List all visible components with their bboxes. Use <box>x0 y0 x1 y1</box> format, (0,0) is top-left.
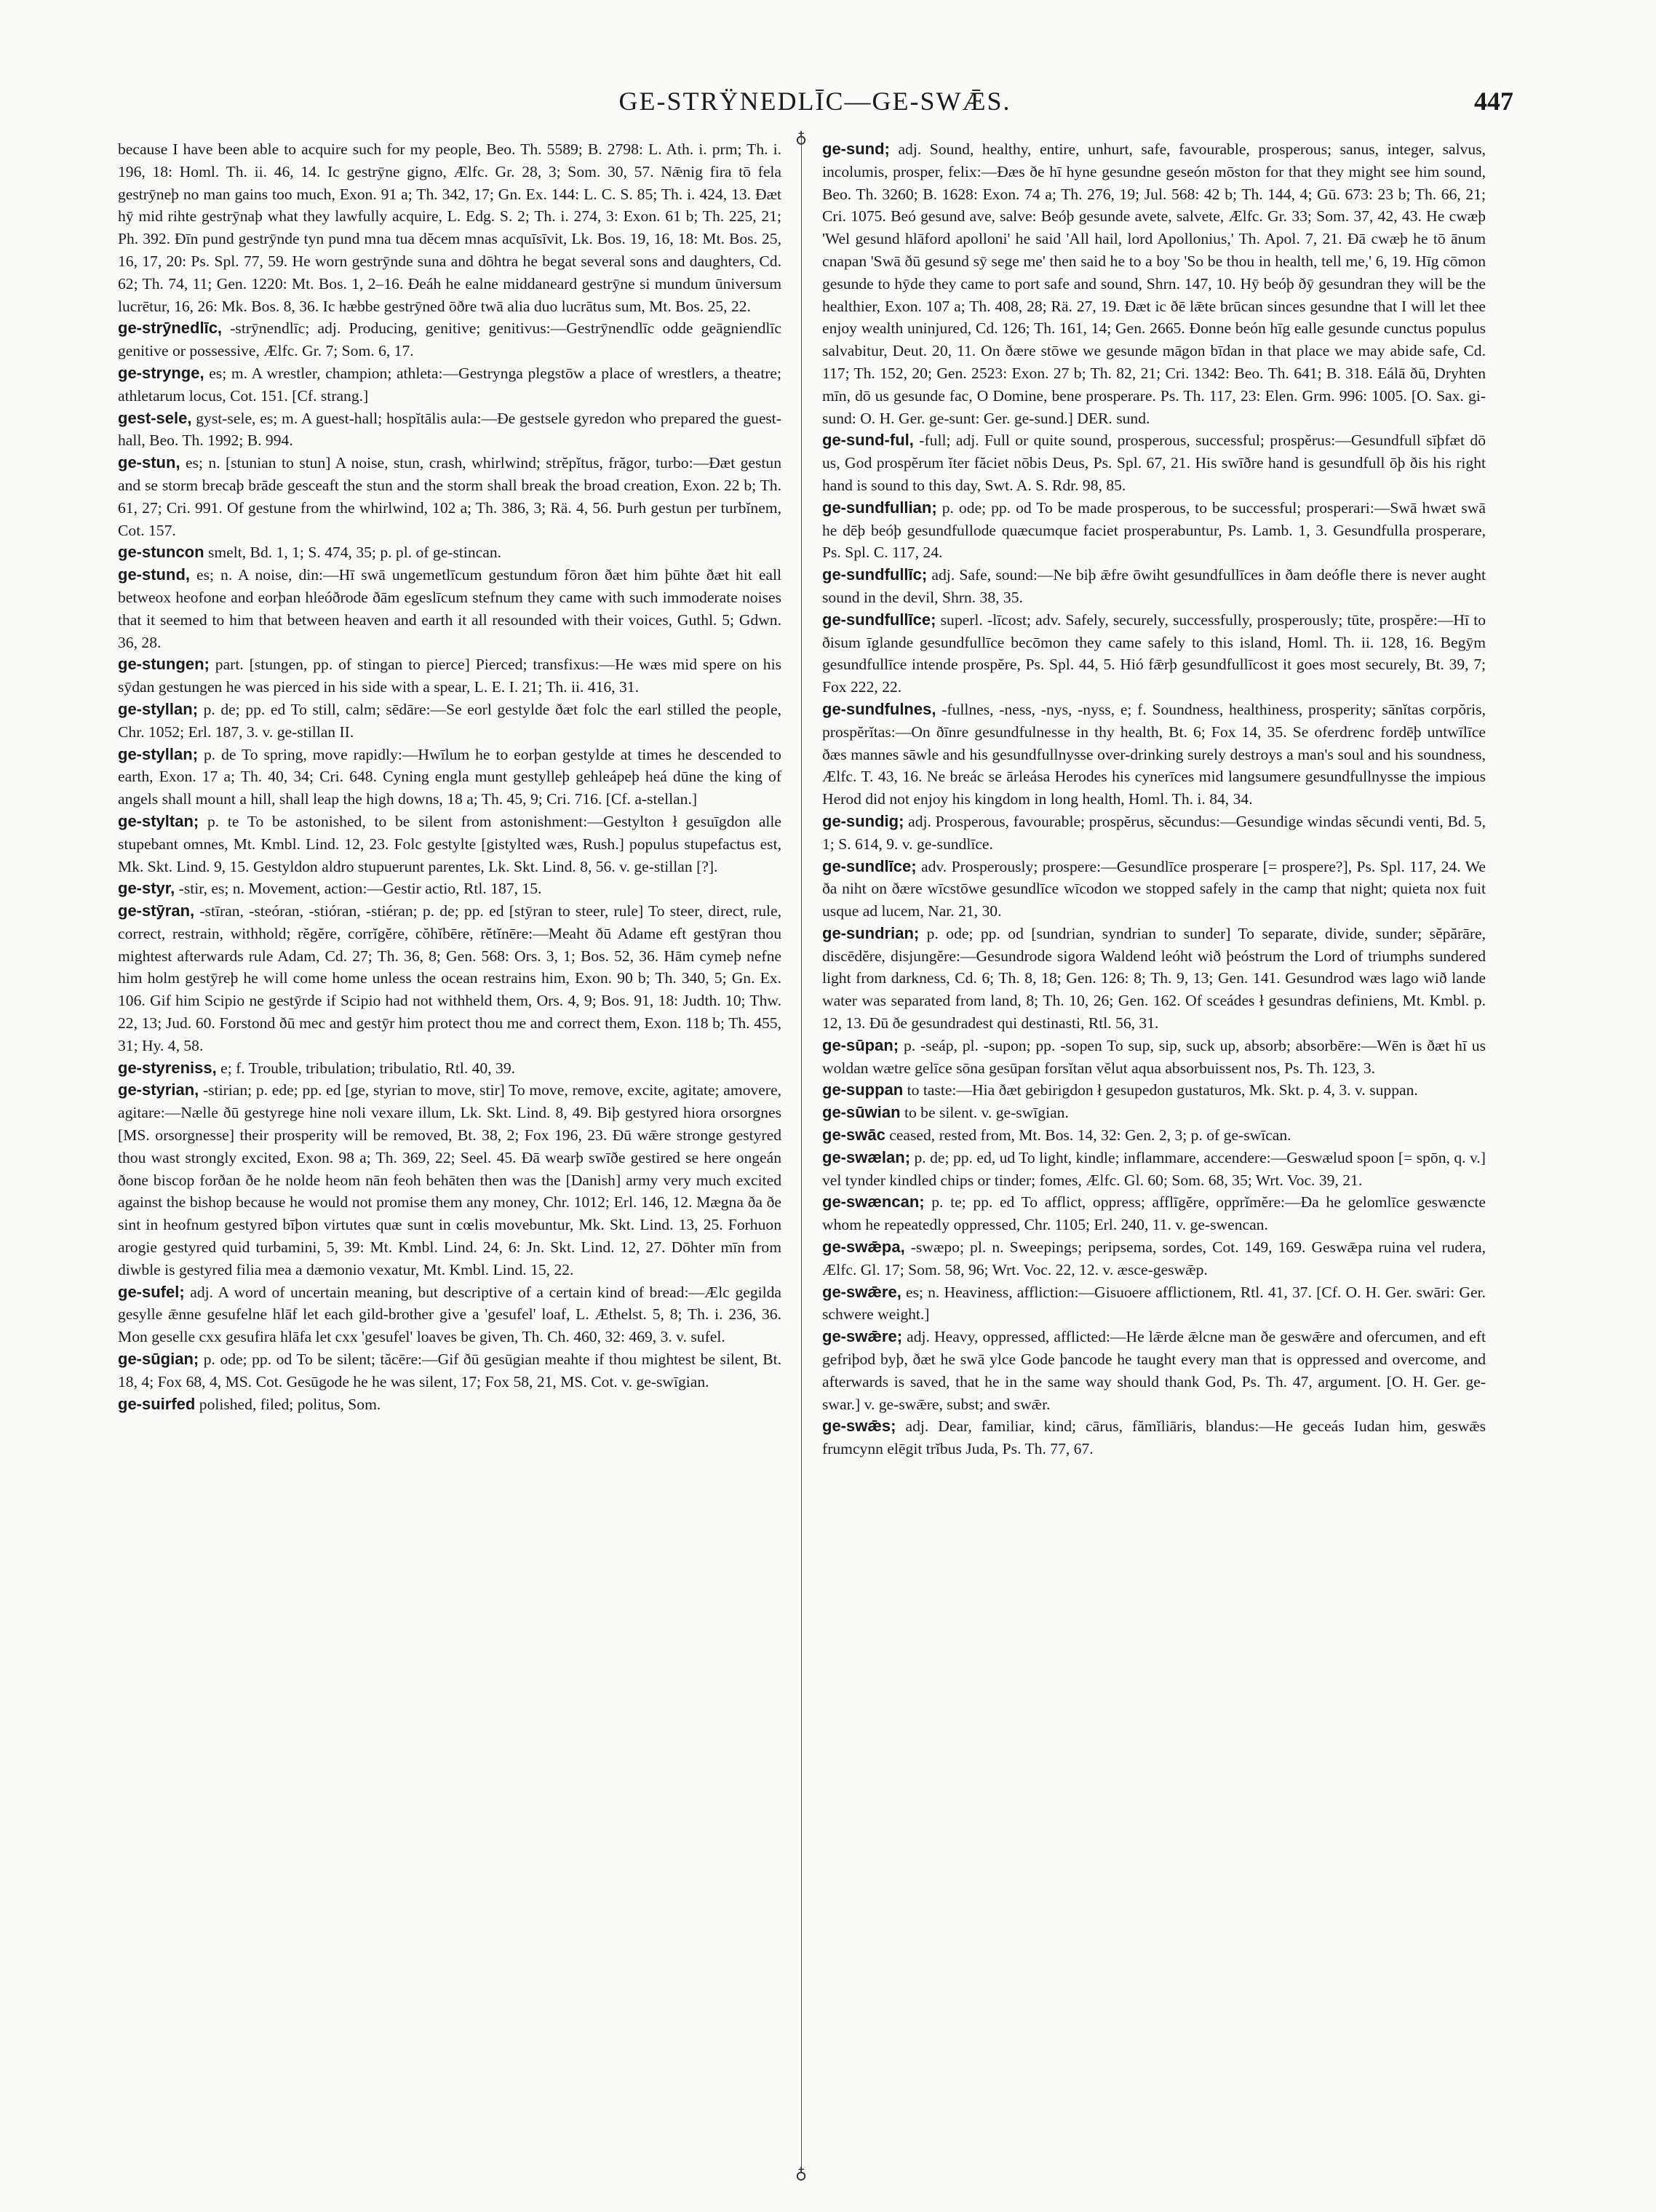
entry-headword: ge-swāc <box>822 1126 885 1145</box>
entry-headword: ge-sundig; <box>822 811 904 830</box>
entry-headword: ge-swæncan; <box>822 1193 925 1212</box>
entry-text: p. ode; pp. od [sundrian, syndrian to sunder] To separate, divide, sunder; sĕpărāre, discēdĕre, disjungĕre:—Gesundrode sigora Waldend leóht wið þeóstrum the Lord of triumphs sundered light from darkness, Cd. 6; Th. 8, 18; Gen. 126: 8; Th. 9, 13; Gen. 141. Gesundrod wæs lago wið lande water was separated from land, 8; Th. 10, 26; Gen. 162. Of sceádes ł gesundras definiens, Mt. Kmbl. p. 12, 13. Ðū ðe gesundradest qui destinasti, Rtl. 56, 31. <box>822 924 1486 1033</box>
entry-text: adj. Dear, familiar, kind; cārus, fămĭliāris, blandus:—He geceás Iudan him, geswǣs frumcynn elēgit trĭbus Juda, Ps. Th. 77, 67. <box>822 1417 1486 1458</box>
dictionary-entry <box>118 699 781 744</box>
entry-text: es; n. [stunian to stun] A noise, stun, crash, whirlwind; strĕpĭtus, frăgor, turbo:—Ðæt gestun and se storm brecaþ brāde gesceaft the stun and the storm shall break the broad creation, Exon. 22 b; Th. 61, 27; Cri. 991. Of gestune from the whirlwind, 102 a; Th. 386, 3; Rä. 4, 56. Þurh gestun per turbĭnem, Cot. 157. <box>118 454 781 539</box>
entry-text: polished, filed; politus, Som. <box>199 1395 381 1413</box>
entry-text: adj. A word of uncertain meaning, but descriptive of a certain kind of bread:—Ælc gegilda gesylle ǣnne gesufelne hlāf let each gild-brother give a 'gesufel' loaf, L. Æthelst. 5, 8; Th. i. 236, 36. Mon geselle cxx gesufira hlāfa let cxx 'gesufel' loaves be given, Th. Ch. 460, 32: 469, 3. v. sufel. <box>118 1283 781 1346</box>
entry-headword: ge-suirfed <box>118 1394 196 1413</box>
entry-headword: ge-sundfullīce; <box>822 610 936 629</box>
entry-headword: ge-swælan; <box>822 1147 911 1166</box>
dictionary-entry <box>118 653 781 699</box>
entry-headword: ge-stȳran, <box>118 902 195 920</box>
dictionary-entry <box>118 564 781 653</box>
dictionary-entry <box>118 744 781 811</box>
entry-headword: ge-stungen; <box>118 655 210 674</box>
entry-text: to taste:—Hia ðæt gebirigdon ł gesupedon gustaturos, Mk. Skt. p. 4, 3. v. suppan. <box>907 1081 1418 1099</box>
entry-headword: ge-styreniss, <box>118 1058 217 1077</box>
entry-headword: ge-styltan; <box>118 811 199 830</box>
entry-text: because I have been able to acquire such for my people, Beo. Th. 5589; B. 2798: L. Ath. i. prm; Th. i. 196, 18: Homl. Th. ii. 46, 14. Ic gestrȳne gigno, Ælfc. Gr. 28, 3; Som. 30, 57. Nǣnig fira tō fela gestrȳneþ no man gains too much, Exon. 91 a; Th. 342, 17; Gn. Ex. 144: L. C. S. 85; Th. i. 424, 13. Ðæt hȳ mid rihte gestrȳnaþ what they lawfully acquire, L. Edg. S. 2; Th. i. 274, 3: Exon. 61 b; Th. 225, 21; Ph. 392. Ðīn pund gestrȳnde tyn pund mna tua dĕcem mnas acquīsīvit, Lk. Bos. 19, 16, 18: Mt. Bos. 25, 16, 17, 20: Ps. Spl. 77, 59. He worn gestrȳnde suna and dōhtra he begat several sons and daughters, Cd. 62; Th. 74, 11; Gen. 1220: Mt. Bos. 1, 2–16. Ðeáh he ealne middaneard gestrȳne si mundum ūniversum lucrētur, 16, 26: Mk. Bos. 8, 36. Ic hæbbe gestrȳned ōðre twā alia duo lucrātus sum, Mt. Bos. 25, 22. <box>118 140 781 315</box>
dictionary-entry <box>118 541 781 564</box>
entry-text: superl. -līcost; adv. Safely, securely, successfully, prosperously; tūte, prospĕre:—Hī to ðisum īglande gesundfullīce becōmon they came safely to this island, Homl. Th. ii. 128, 16. Begȳm gesundfullīce intende prospĕre, Ps. Spl. 44, 5. Hió fǣrþ gesundfullīcost it goes most securely, Bt. 39, 7; Fox 222, 22. <box>822 610 1486 696</box>
entry-headword: ge-styllan; <box>118 699 199 718</box>
entry-text: p. de; pp. ed, ud To light, kindle; inflammare, accendere:—Geswælud spoon [= spōn, q. v.] vel tynder kindled chips or tinder; fomes, Ælfc. Gl. 60; Som. 68, 35; Wrt. Voc. 39, 21. <box>822 1148 1486 1189</box>
ornament-icon: ♁ <box>795 2164 808 2182</box>
entry-headword: ge-strȳnedlīc, <box>118 319 223 338</box>
entry-headword: ge-strynge, <box>118 363 204 382</box>
entry-text: p. te To be astonished, to be silent from astonishment:—Gestylton ł gesuīgdon alle stupebant omnes, Mt. Kmbl. Lind. 12, 23. Folc gestylte [gistylted wæs, Rush.] populus stupefactus est, Mk. Skt. Lind. 9, 15. Gestyldon aldro stupuerunt parentes, Lk. Skt. Lind. 8, 56. v. ge-stillan [?]. <box>118 812 781 875</box>
entry-text: p. -seáp, pl. -supon; pp. -sopen To sup, sip, suck up, absorb; absorbēre:—Wēn is ðæt hī us woldan wætre gelīce sōna gesūpan forsĭtan vĕlut aqua absorbuissent nos, Ps. Th. 123, 3. <box>822 1036 1486 1077</box>
entry-text: gyst-sele, es; m. A guest-hall; hospĭtālis aula:—Ðe gestsele gyredon who prepared the guest-hall, Beo. Th. 1992; B. 994. <box>118 409 781 450</box>
dictionary-entry <box>822 1281 1486 1326</box>
entry-headword: ge-stuncon <box>118 543 204 562</box>
entry-text: adj. Sound, healthy, entire, unhurt, safe, favourable, prosperous; sanus, integer, salvus, incolumis, prosper, felix:—Ðæs ðe hī hyne gesundne geseón mōston for that they might see him sound, Beo. Th. 3260; B. 1628: Exon. 74 a; Th. 276, 19; Jul. 568: 42 b; Th. 144, 4; Gū. 673: 23 b; Th. 66, 21; Cri. 1075. Beó gesund ave, salve: Beóþ gesunde avete, salvete, Ælfc. Gr. 33; Som. 37, 42, 43. He cwæþ 'Wel gesund hlāford apolloni' he said 'All hail, lord Apollonius,' Th. Apol. 7, 21. Ðā cwæþ he tō ānum cnapan 'Swā ðū gesund sȳ sege me' then said he to a boy 'So be thou in health, tell me,' 6, 19. Hīg cōmon gesunde to hȳde they came to port safe and sound, Shrn. 147, 10. Hȳ beóþ ðȳ gesundran they will be the healthier, Exon. 107 a; Th. 408, 28; Rä. 27, 19. Ðæt ic ðē lǣte brūcan sinces gesundne that I will let thee enjoy wealth uninjured, Cd. 126; Th. 161, 14; Gen. 2665. Ðonne beón hīg ealle gesunde cunctus populus salvabitur, Deut. 20, 11. On ðære stōwe we gesunde māgon bīdan in that place we may abide safe, Cd. 117; Th. 152, 20; Gen. 2523: Exon. 27 b; Th. 82, 21; Cri. 1342: Beo. Th. 641; B. 318. Eálā ðū, Dryhten mīn, dō us gesunde fac, O Domine, bene prosperare. Ps. Th. 117, 23: Elen. Grm. 996: 1005. [O. Sax. gi-sund: O. H. Ger. ge-sunt: Ger. ge-sund.] DER. sund. <box>822 140 1486 427</box>
dictionary-entry <box>118 317 781 362</box>
dictionary-entry <box>118 1348 781 1393</box>
entry-headword: ge-sundfullīc; <box>822 565 928 584</box>
entry-text: part. [stungen, pp. of stingan to pierce] Pierced; transfixus:—He wæs mid spere on his sȳdan gestungen he was pierced in his side with a spear, L. E. I. 21; Th. ii. 416, 31. <box>118 656 781 696</box>
dictionary-entry <box>822 1236 1486 1281</box>
entry-headword: ge-suppan <box>822 1081 904 1099</box>
entry-headword: ge-sundrian; <box>822 923 920 942</box>
right-column <box>822 138 1486 2176</box>
entry-text: -stirian; p. ede; pp. ed [ge, styrian to move, stir] To move, remove, excite, agitate; amovere, agitare:—Nælle ðū gestyrege hine noli vexare illum, Lk. Skt. Lind. 8, 49. Biþ gestyred hiora orsorgnes [MS. orsorgnesse] their prosperity will be removed, Bt. 38, 2; Fox 196, 23. Ðū wǣre stronge gestyred thou wast strongly excited, Exon. 98 a; Th. 369, 22; Seel. 45. Ðā wearþ swīðe gestired se here ongeán ðone biscop forðan ðe he nolde heom nān feoh behāten then was the [Danish] army very much excited against the bishop because he would not promise them any money, Chr. 1012; Erl. 146, 12. Mægna ða ðe sint in heofnum gestyred bīþon virtutes quæ sunt in cœlis movebuntur, Mk. Skt. Lind. 13, 25. Forhuon arogie gestyred quid turbamini, 5, 39: Mt. Kmbl. Lind. 24, 6: Jn. Skt. Lind. 12, 27. Dōhter mīn from diwble is gestyred filia mea a dæmonio vexatur, Mt. Kmbl. Lind. 15, 22. <box>118 1081 781 1278</box>
entry-headword: ge-styllan; <box>118 744 199 763</box>
entry-headword: ge-sūgian; <box>118 1350 199 1369</box>
entry-text: e; f. Trouble, tribulation; tribulatio, Rtl. 40, 39. <box>220 1059 516 1077</box>
entry-headword: ge-sūpan; <box>822 1035 899 1054</box>
entry-headword: ge-swǣpa, <box>822 1238 905 1257</box>
dictionary-entry <box>118 811 781 878</box>
entry-text: p. te; pp. ed To afflict, oppress; afflīgĕre, opprĭmĕre:—Ða he gelomlīce geswæncte whom he repeatedly oppressed, Chr. 1105; Erl. 240, 11. v. ge-swencan. <box>822 1193 1486 1234</box>
dictionary-entry <box>118 1393 781 1416</box>
entry-text: adv. Prosperously; prospere:—Gesundlīce prosperare [= prospere?], Ps. Spl. 117, 24. We ða niht on ðære wīcstōwe gesundlīce wīcodon we stopped safely in the camp that night; quieta nox fuit usque ad lucem, Nar. 21, 30. <box>822 857 1486 920</box>
dictionary-entry <box>118 362 781 407</box>
entry-text: smelt, Bd. 1, 1; S. 474, 35; p. pl. of ge-stincan. <box>207 544 502 562</box>
dictionary-entry <box>118 138 781 317</box>
dictionary-entry <box>822 1415 1486 1460</box>
entry-text: ceased, rested from, Mt. Bos. 14, 32: Gen. 2, 3; p. of ge-swīcan. <box>889 1126 1291 1145</box>
entry-text: to be silent. v. ge-swīgian. <box>904 1104 1069 1122</box>
dictionary-entry <box>822 856 1486 923</box>
dictionary-entry <box>118 407 781 453</box>
dictionary-entry <box>822 811 1486 856</box>
entry-text: p. de; pp. ed To still, calm; sēdāre:—Se eorl gestylde ðæt folc the earl stilled the people, Chr. 1052; Erl. 187, 3. v. ge-stillan II. <box>118 700 781 741</box>
dictionary-entry <box>822 1147 1486 1192</box>
entry-text: adj. Safe, sound:—Ne biþ ǣfre ōwiht gesundfullīces in ðam deófle there is never aught sound in the devil, Shrn. 38, 35. <box>822 566 1486 606</box>
dictionary-entry <box>822 138 1486 429</box>
entry-text: -stīran, -steóran, -stióran, -stiéran; p. de; pp. ed [stȳran to steer, rule] To steer, direct, rule, correct, restrain, withhold; rĕgĕre, corrĭgĕre, cŏhĭbēre, rĕtĭnēre:—Meaht ðū Adame eft gestȳran thou mightest afterwards rule Adam, Cd. 27; Th. 36, 8; Gen. 568: Ors. 3, 1; Bos. 52, 36. Hām cymeþ nefne him holm gestȳreþ he will come home unless the ocean restrains him, Exon. 90 b; Th. 340, 5; Gn. Ex. 106. Gif him Scipio ne gestȳrde if Scipio had not withheld them, Ors. 4, 9; Bos. 91, 18: Judth. 10; Thw. 22, 13; Jud. 60. Forstond ðū mec and gestȳr him protect thou me and correct them, Exon. 118 b; Th. 455, 31; Hy. 4, 58. <box>118 902 781 1054</box>
entry-headword: ge-styrian, <box>118 1081 199 1099</box>
dictionary-entry <box>118 878 781 900</box>
entry-text: adj. Heavy, oppressed, afflicted:—He lǣrde ǣlcne man ðe geswǣre and ofercumen, and eft gefriþod byþ, ðæt he swā ylce Gode þancode he taught every man that is oppressed and overcome, and afterwards is saved, that he in the same way should thank God, Ps. Th. 47, argument. [O. H. Ger. ge-swar.] v. ge-swǣre, subst; and swǣr. <box>822 1328 1486 1413</box>
dictionary-entry <box>822 497 1486 564</box>
dictionary-entry <box>118 452 781 541</box>
entry-text: es; n. Heaviness, affliction:—Gisuoere afflictionem, Rtl. 41, 37. [Cf. O. H. Ger. swāri: Ger. schwere weight.] <box>822 1283 1486 1324</box>
entry-text: adj. Prosperous, favourable; prospĕrus, sĕcundus:—Gesundige windas sĕcundi venti, Bd. 5, 1; S. 614, 9. v. ge-sundlīce. <box>822 812 1486 853</box>
entry-text: -strȳnendlīc; adj. Producing, genitive; genitivus:—Gestrȳnendlīc odde geāgniendlīc genitive or possessive, Ælfc. Gr. 7; Som. 6, 17. <box>118 319 781 360</box>
entry-text: p. ode; pp. od To be silent; tăcēre:—Gif ðū gesūgian meahte if thou mightest be silent, Bt. 18, 4; Fox 68, 4, MS. Cot. Gesūgode he he was silent, 17; Fox 58, 21, MS. Cot. v. ge-swīgian. <box>118 1350 781 1391</box>
dictionary-entry <box>822 1191 1486 1236</box>
entry-text: -fullnes, -ness, -nys, -nyss, e; f. Soundness, healthiness, prosperity; sānĭtas corpŏris, prospĕrĭtas:—On ðīnre gesundfulnesse in thy health, Bt. 6; Fox 14, 35. Se oferdrenc fordēþ untwīlīce ðæs mannes sāwle and his gesundfullnysse over-drinking surely destroys a man's soul and his soundness, Ælfc. T. 43, 16. Ne breác se ārleása Herodes his cynerīces mid langsumere gesundfullnysse the impious Herod did not enjoy his kingdom in long health, Homl. Th. i. 84, 34. <box>822 700 1486 808</box>
dictionary-entry <box>822 609 1486 699</box>
entry-headword: ge-swǣs; <box>822 1417 896 1436</box>
dictionary-entry <box>118 1281 781 1348</box>
entry-headword: gest-sele, <box>118 408 192 427</box>
entry-headword: ge-sufel; <box>118 1282 185 1301</box>
dictionary-entry <box>822 923 1486 1035</box>
entry-text: es; n. A noise, din:—Hī swā ungemetlīcum gestundum fōron ðæt him þūhte ðæt hit eall betweox heofone and eorþan hleóðrode ðām egeslīcum stefnum they came with such immoderate noises that it seemed to him that between heaven and earth it all resounded with their voices, Guthl. 5; Gdwn. 36, 28. <box>118 566 781 651</box>
entry-headword: ge-styr, <box>118 879 175 898</box>
dictionary-entry <box>118 1057 781 1080</box>
dictionary-entry <box>822 1124 1486 1147</box>
dictionary-entry <box>822 1035 1486 1080</box>
dictionary-entry <box>822 1079 1486 1102</box>
page-number: 447 <box>1474 87 1513 116</box>
dictionary-entry <box>822 1102 1486 1124</box>
entry-headword: ge-sund-ful, <box>822 431 914 450</box>
entry-headword: ge-sundlīce; <box>822 856 917 875</box>
entry-headword: ge-swǣre, <box>822 1282 901 1301</box>
entry-text: -swæpo; pl. n. Sweepings; peripsema, sordes, Cot. 149, 169. Geswǣpa ruina vel rudera, Ælfc. Gl. 17; Som. 58, 96; Wrt. Voc. 22, 12. v. æsce-geswǣp. <box>822 1238 1486 1278</box>
dictionary-entry <box>118 1079 781 1281</box>
entry-text: -stir, es; n. Movement, action:—Gestir actio, Rtl. 187, 15. <box>178 880 542 898</box>
ornament-icon: ♁ <box>795 128 808 146</box>
entry-headword: ge-swǣre; <box>822 1327 903 1346</box>
dictionary-entry <box>822 699 1486 811</box>
left-column <box>118 138 781 2176</box>
dictionary-entry <box>822 1326 1486 1415</box>
column-divider <box>801 135 802 2173</box>
entry-headword: ge-stund, <box>118 565 190 584</box>
dictionary-entry <box>822 564 1486 609</box>
dictionary-entry <box>822 429 1486 496</box>
dictionary-entry <box>118 900 781 1057</box>
entry-text: p. ode; pp. od To be made prosperous, to be successful; prosperari:—Swā hwæt swā he dēþ beóþ gesundfullode quæcumque faciet prosperabuntur, Ps. Lamb. 1, 3. Gesundfulla prosperare, Ps. Spl. C. 117, 24. <box>822 498 1486 562</box>
entry-headword: ge-sūwian <box>822 1103 901 1122</box>
entry-headword: ge-sundfullian; <box>822 498 937 517</box>
entry-text: p. de To spring, move rapidly:—Hwīlum he to eorþan gestylde at times he descended to earth, Exon. 17 a; Th. 40, 34; Cri. 648. Cyning engla munt gestylleþ gehleápeþ heá dūne the king of angels shall mount a hill, shall leap the high downs, 18 a; Th. 45, 9; Cri. 716. [Cf. a-stellan.] <box>118 745 781 808</box>
entry-headword: ge-sundfulnes, <box>822 699 936 718</box>
page-header <box>116 86 1513 130</box>
entry-text: -full; adj. Full or quite sound, prosperous, successful; prospĕrus:—Gesundfull sīþfæt dō us, God prospĕrum ĭter făciet nōbis Deus, Ps. Spl. 67, 21. His swīðre hand is gesundfull ōþ ðis his right hand is sound to this day, Swt. A. S. Rdr. 98, 85. <box>822 431 1486 494</box>
entry-text: es; m. A wrestler, champion; athleta:—Gestrynga plegstōw a place of wrestlers, a theatre; athletarum locus, Cot. 151. [Cf. strang.] <box>118 364 781 405</box>
entry-headword: ge-stun, <box>118 453 180 472</box>
running-title: GE-STRŸNEDLĪC—GE-SWǢS. <box>618 87 1011 116</box>
entry-headword: ge-sund; <box>822 140 890 158</box>
